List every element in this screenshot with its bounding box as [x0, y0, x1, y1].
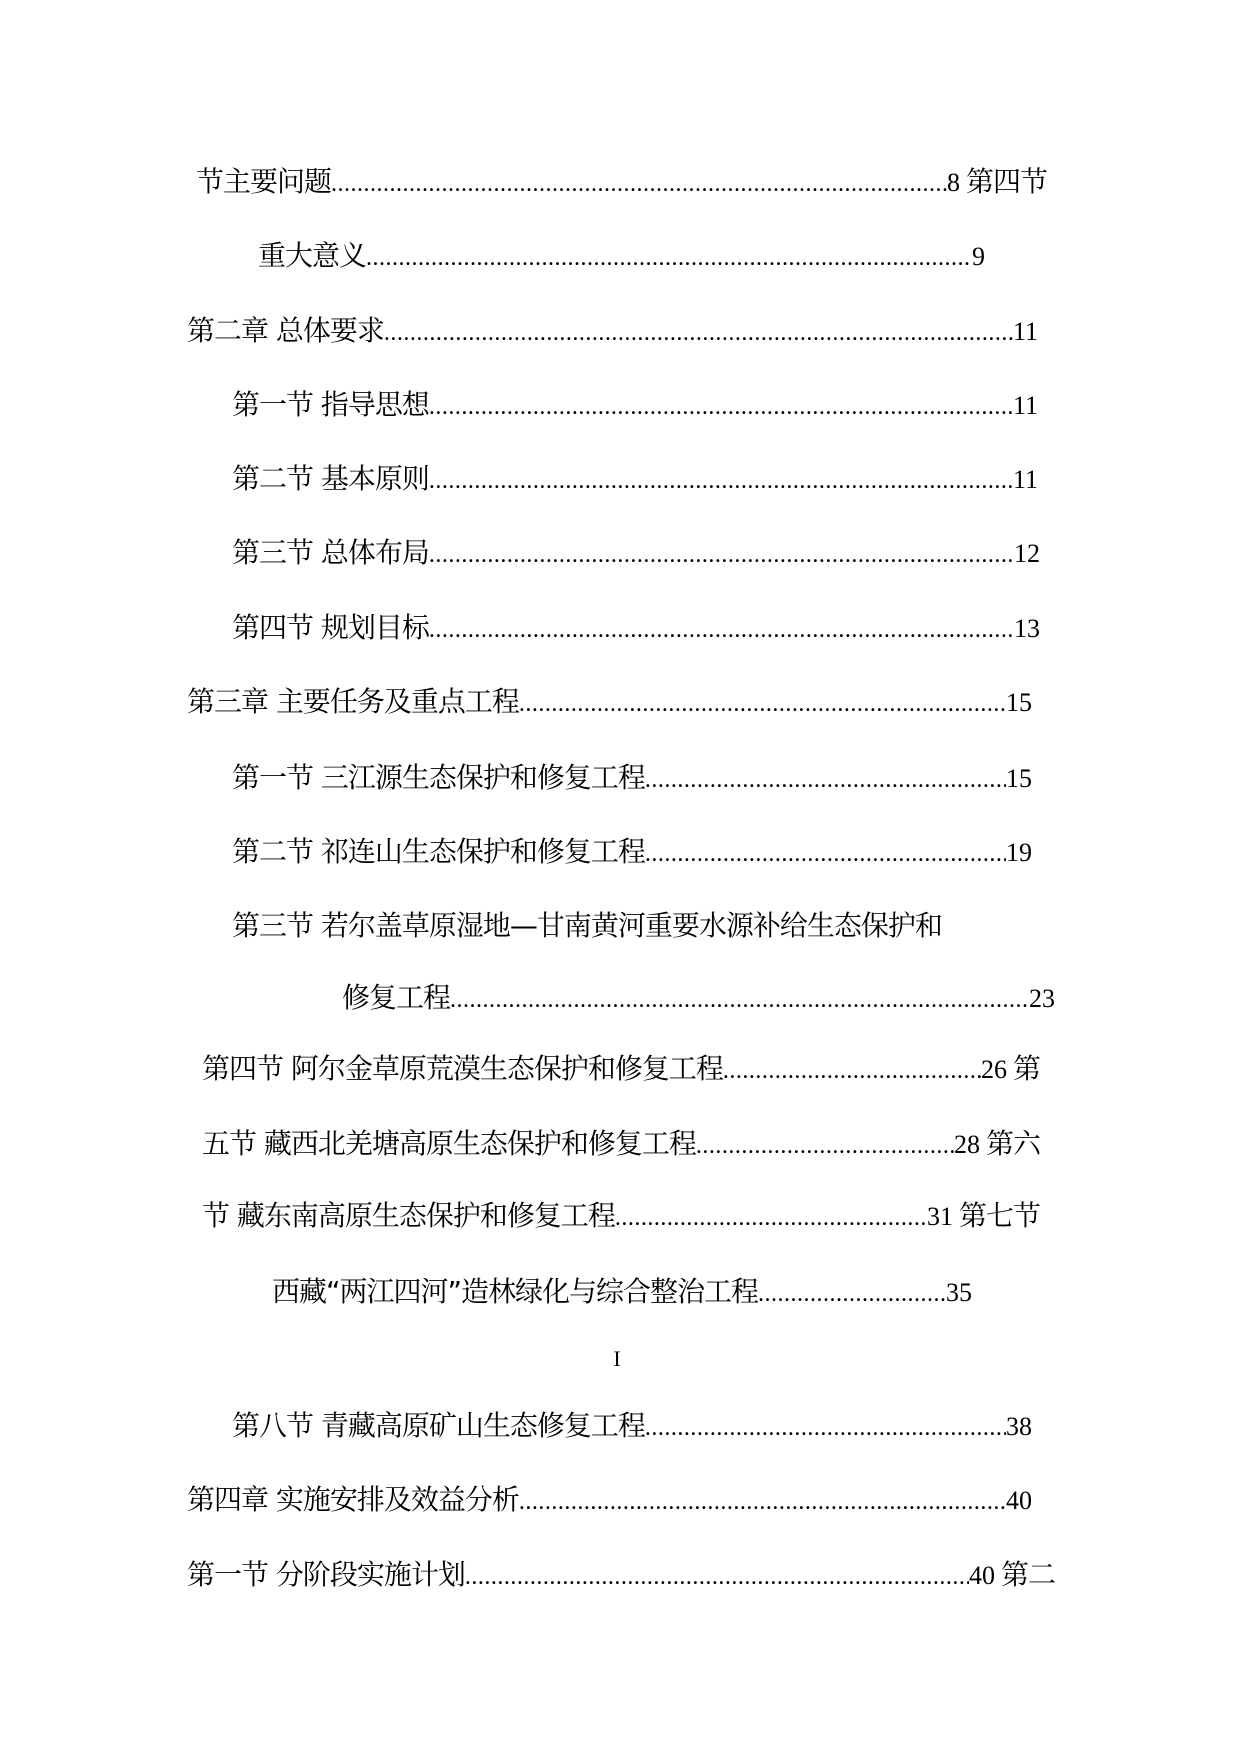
- page-number: I: [613, 1346, 621, 1371]
- toc-title: 五节 藏西北羌塘高原生态保护和修复工程: [202, 1127, 696, 1160]
- toc-title: 修复工程: [342, 981, 451, 1014]
- leader-dots: [331, 171, 947, 198]
- toc-page: 35: [946, 1278, 972, 1307]
- toc-title: 第四节 阿尔金草原荒漠生态保护和修复工程: [202, 1052, 723, 1085]
- leader-dots: [758, 1281, 946, 1308]
- toc-title: 第二章 总体要求: [187, 314, 384, 347]
- toc-page: 40: [968, 1561, 995, 1590]
- toc-title: 第三节 总体布局: [232, 536, 429, 569]
- toc-page: 11: [1012, 317, 1038, 346]
- toc-page: 8: [946, 168, 960, 197]
- toc-page: 15: [1006, 764, 1032, 793]
- toc-page: 12: [1014, 539, 1040, 568]
- leader-dots: [645, 767, 1006, 794]
- toc-line: [258, 234, 985, 274]
- leader-dots: [429, 617, 1014, 644]
- toc-title: 第八节 青藏高原矿山生态修复工程: [232, 1409, 645, 1442]
- toc-page: 23: [1029, 984, 1055, 1013]
- toc-page: 31: [926, 1202, 953, 1231]
- toc-line: [272, 1270, 972, 1310]
- toc-line: [187, 1553, 1055, 1593]
- toc-line: [187, 680, 1032, 720]
- toc-title: 第三章 主要任务及重点工程: [187, 685, 519, 718]
- toc-title: 第四章 实施安排及效益分析: [187, 1483, 519, 1516]
- leader-dots: [519, 1489, 1006, 1516]
- toc-page: 38: [1006, 1412, 1032, 1441]
- toc-tail: 第六: [985, 1127, 1040, 1160]
- toc-tail: 第二: [1000, 1558, 1055, 1591]
- leader-dots: [696, 1133, 954, 1160]
- leader-dots: [645, 841, 1006, 868]
- toc-page: 11: [1012, 465, 1038, 494]
- toc-line: [232, 830, 1032, 870]
- toc-line: [202, 1194, 1040, 1234]
- leader-dots: [615, 1205, 927, 1232]
- toc-tail: 第四节: [965, 165, 1047, 198]
- leader-dots: [465, 1564, 969, 1591]
- leader-dots: [429, 394, 1013, 421]
- toc-title: 第二节 祁连山生态保护和修复工程: [232, 835, 645, 868]
- leader-dots: [450, 987, 1029, 1014]
- toc-tail: 第七节: [958, 1199, 1040, 1232]
- toc-title: 第一节 三江源生态保护和修复工程: [232, 761, 645, 794]
- toc-line: [187, 309, 1038, 349]
- toc-title: 西藏“两江四河”造林绿化与综合整治工程: [272, 1275, 759, 1308]
- toc-line: [232, 383, 1038, 423]
- toc-line: [187, 1478, 1032, 1518]
- toc-page: 40: [1006, 1486, 1032, 1515]
- leader-dots: [384, 320, 1013, 347]
- toc-title: 第一节 指导思想: [232, 388, 429, 421]
- toc-page: 11: [1012, 391, 1038, 420]
- toc-page: 26: [980, 1055, 1007, 1084]
- toc-page: 9: [972, 242, 985, 271]
- toc-tail: 第: [1012, 1052, 1040, 1085]
- leader-dots: [519, 691, 1006, 718]
- toc-title: 第三节 若尔盖草原湿地—甘南黄河重要水源补给生态保护和: [232, 909, 942, 942]
- toc-line: [202, 1122, 1040, 1162]
- toc-line: [202, 1047, 1040, 1087]
- toc-line: [232, 756, 1032, 796]
- toc-line: [232, 1404, 1032, 1444]
- toc-line: [196, 160, 1047, 200]
- toc-line: [232, 904, 1052, 944]
- leader-dots: [645, 1415, 1006, 1442]
- leader-dots: [429, 542, 1014, 569]
- leader-dots: [723, 1058, 981, 1085]
- toc-line: [232, 457, 1038, 497]
- toc-line: [232, 531, 1040, 571]
- toc-page: 19: [1006, 838, 1032, 867]
- toc-page: 28: [953, 1130, 980, 1159]
- toc-title: 重大意义: [258, 239, 367, 272]
- leader-dots: [429, 468, 1013, 495]
- toc-title: 第四节 规划目标: [232, 611, 429, 644]
- toc-page: 13: [1014, 614, 1040, 643]
- toc-page: 15: [1006, 688, 1032, 717]
- toc-line: [342, 976, 1055, 1016]
- toc-title: 节主要问题: [196, 165, 332, 198]
- leader-dots: [366, 245, 972, 272]
- toc-line: [232, 606, 1040, 646]
- toc-title: 节 藏东南高原生态保护和修复工程: [202, 1199, 615, 1232]
- toc-title: 第二节 基本原则: [232, 462, 429, 495]
- toc-title: 第一节 分阶段实施计划: [187, 1558, 465, 1591]
